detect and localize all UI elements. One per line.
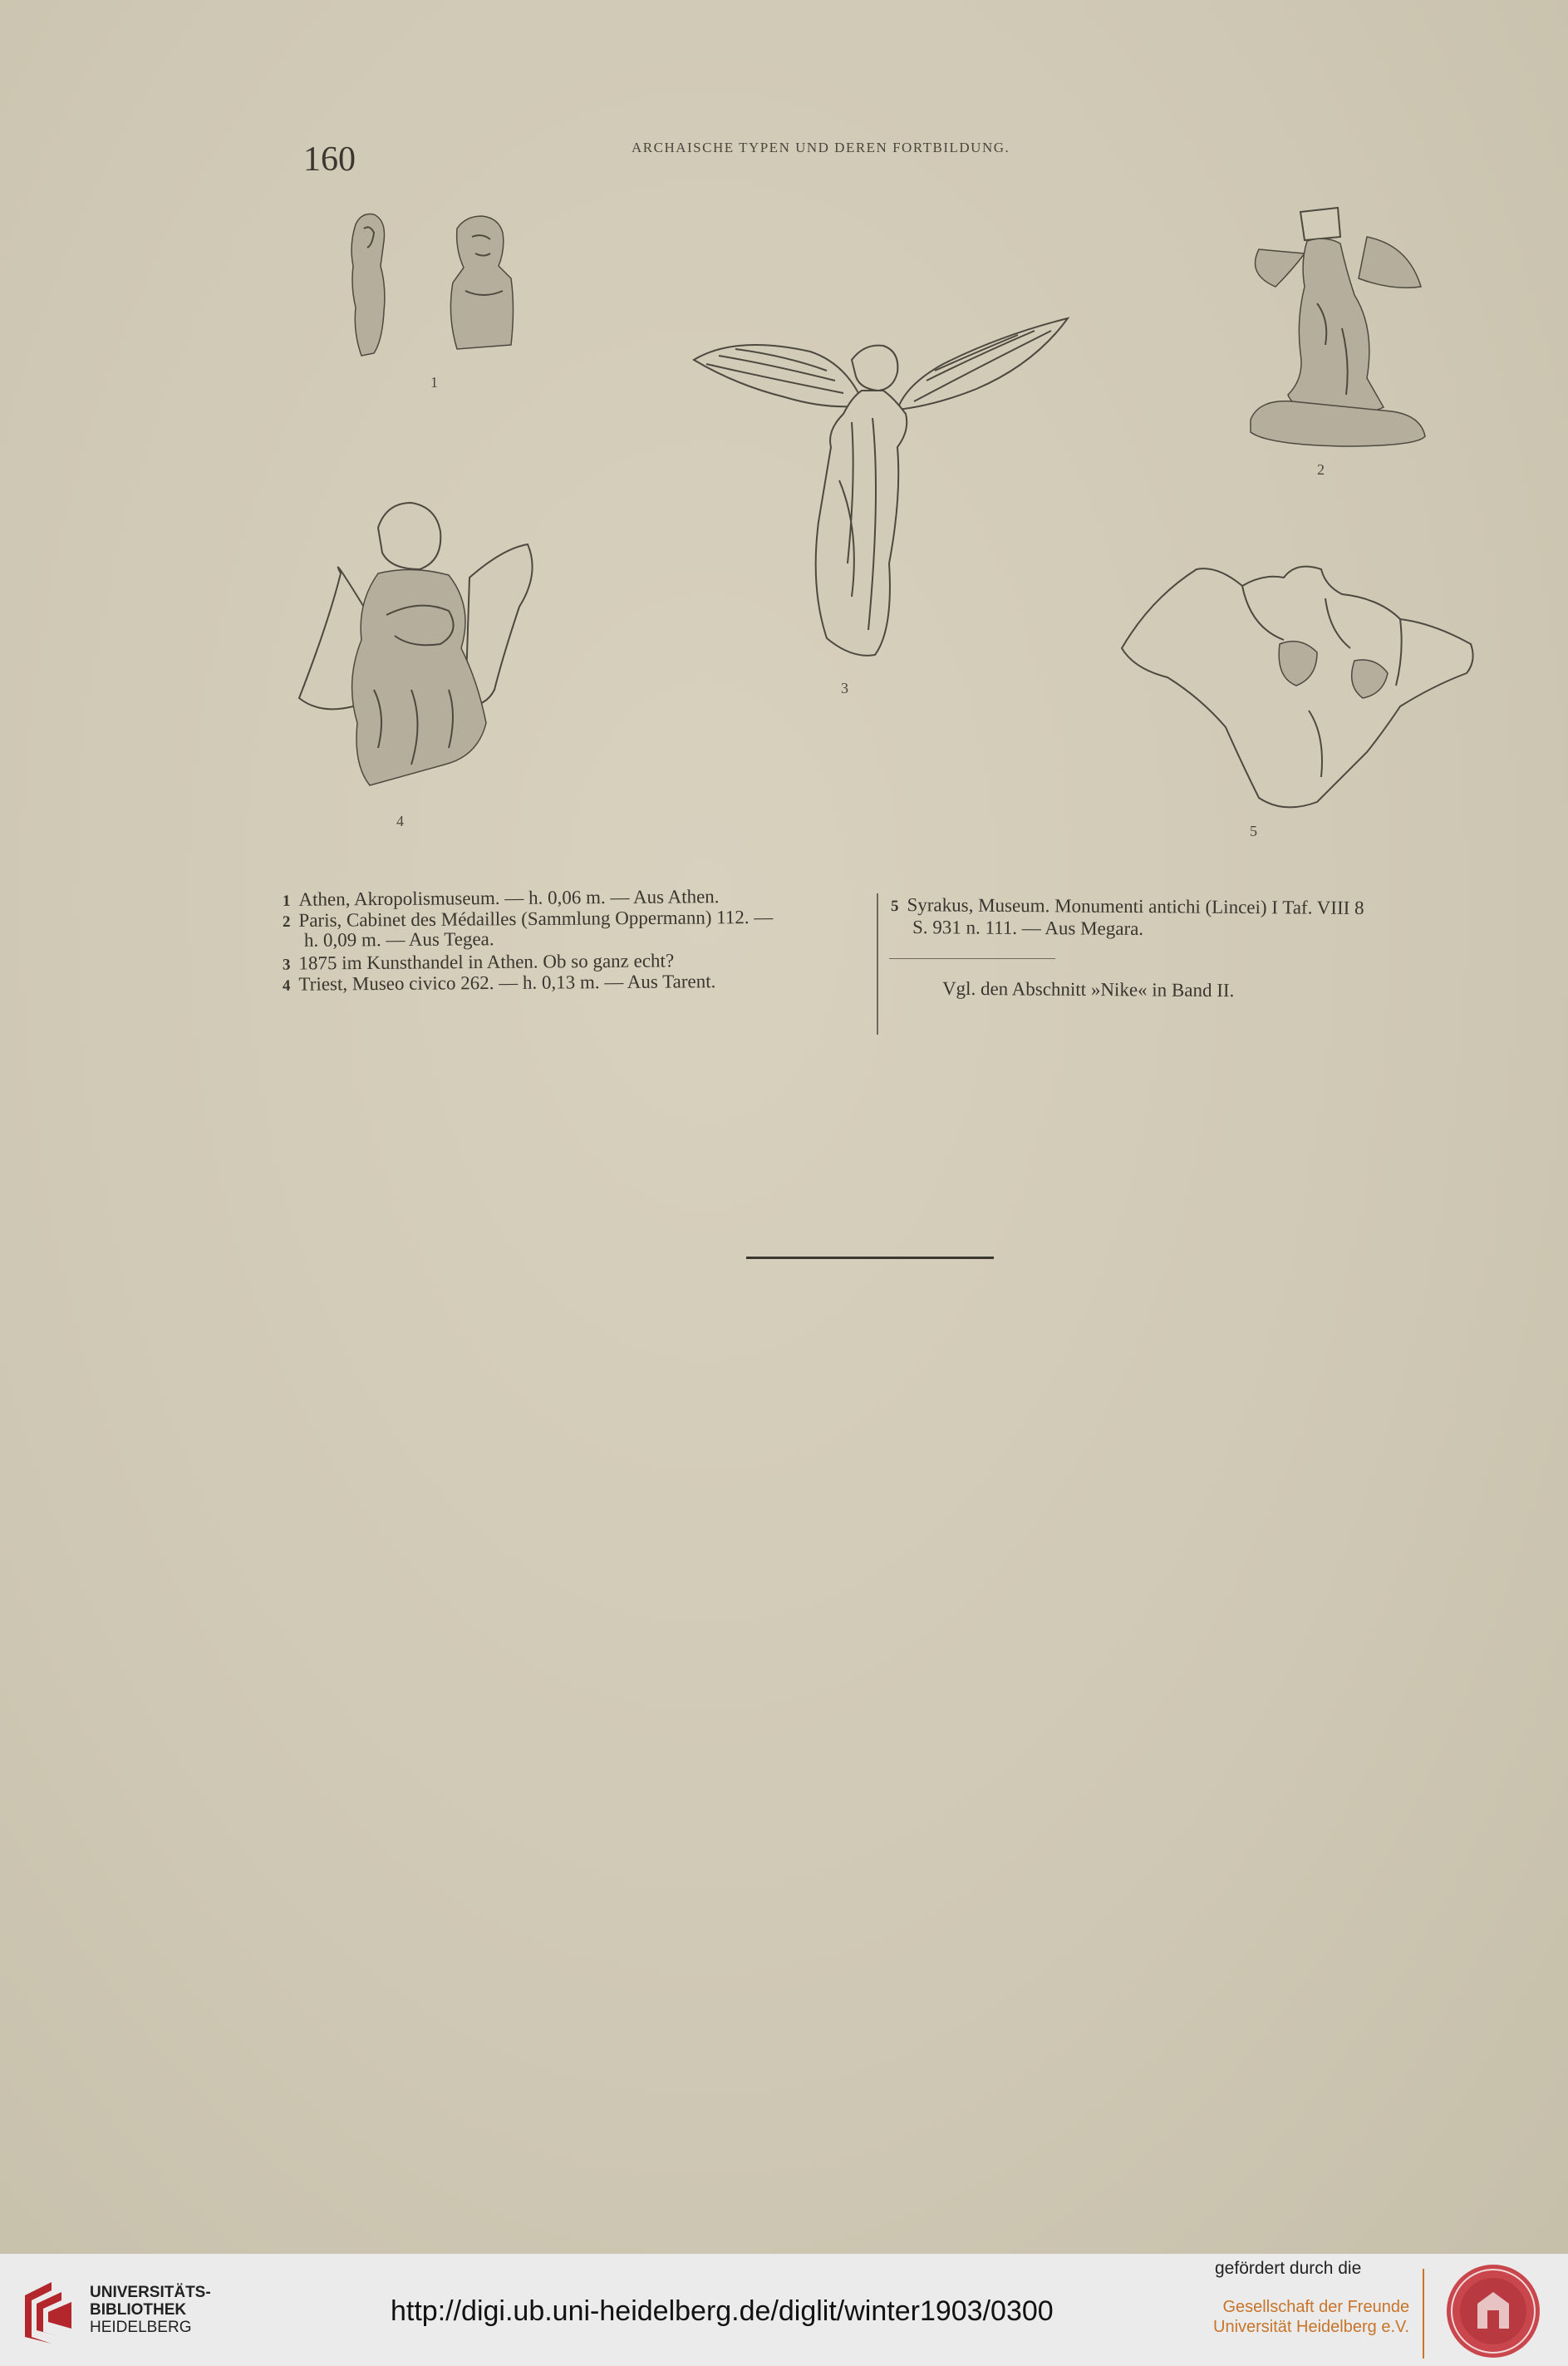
- university-seal-icon: [1444, 2262, 1542, 2360]
- library-name-line-1: UNIVERSITÄTS-: [90, 2284, 211, 2301]
- figure-number-3: 3: [841, 680, 848, 696]
- library-name-line-3: HEIDELBERG: [90, 2319, 192, 2336]
- end-of-section-rule: [746, 1257, 994, 1259]
- figure-1-illustration: [341, 208, 532, 366]
- page-number: 160: [303, 140, 356, 179]
- caption-4: [283, 971, 716, 996]
- figure-number-4: 4: [396, 813, 404, 829]
- figure-number-5: 5: [1250, 823, 1257, 839]
- caption-number: 1: [282, 892, 291, 910]
- footer-divider: [1423, 2269, 1424, 2359]
- caption-5-cont: [912, 917, 1143, 939]
- running-head: ARCHAISCHE TYPEN UND DEREN FORTBILDUNG.: [632, 140, 1010, 155]
- source-url-link[interactable]: http://digi.ub.uni-heidelberg.de/diglit/winter1903/0300: [391, 2295, 1054, 2327]
- caption-text: Triest, Museo civico 262. — h. 0,13 m. — Aus Tarent.: [298, 971, 716, 995]
- society-name: [1213, 2297, 1409, 2337]
- promoted-by-label: gefördert durch die: [1215, 2259, 1362, 2278]
- library-logo-icon: [18, 2279, 78, 2347]
- figure-4-illustration: [295, 499, 544, 794]
- caption-number: 3: [282, 956, 291, 974]
- caption-text: Syrakus, Museum. Monumenti antichi (Lincei) I Taf. VIII 8: [907, 894, 1364, 918]
- caption-5: [891, 894, 1364, 920]
- figure-3-illustration: [686, 314, 1076, 663]
- caption-text: h. 0,09 m. — Aus Tegea.: [303, 928, 494, 951]
- library-name-line-2: BIBLIOTHEK: [90, 2301, 187, 2319]
- caption-text: S. 931 n. 111. — Aus Megara.: [912, 917, 1144, 939]
- figure-2-illustration: [1242, 204, 1442, 449]
- figure-number-1: 1: [430, 374, 438, 391]
- digitization-footer: [0, 2254, 1568, 2366]
- caption-column-divider: [877, 893, 878, 1035]
- caption-number: 2: [282, 912, 291, 932]
- caption-text: Paris, Cabinet des Médailles (Sammlung Oppermann) 112. —: [298, 906, 774, 931]
- caption-number: 5: [890, 898, 899, 916]
- caption-note: Vgl. den Abschnitt »Nike« in Band II.: [941, 977, 1235, 1001]
- figure-5-illustration: [1118, 553, 1479, 819]
- caption-separator-rule: [889, 958, 1055, 959]
- caption-text: 1875 im Kunsthandel in Athen. Ob so ganz echt?: [298, 950, 675, 974]
- caption-number: 4: [282, 976, 291, 995]
- caption-2-cont: [304, 928, 494, 951]
- society-name-line-1: Gesellschaft der Freunde: [1222, 2298, 1410, 2316]
- society-name-line-2: Universität Heidelberg e.V.: [1213, 2318, 1410, 2336]
- caption-text: Athen, Akropolismuseum. — h. 0,06 m. — Aus Athen.: [298, 886, 720, 910]
- figure-number-2: 2: [1317, 461, 1325, 478]
- library-name: [90, 2284, 211, 2336]
